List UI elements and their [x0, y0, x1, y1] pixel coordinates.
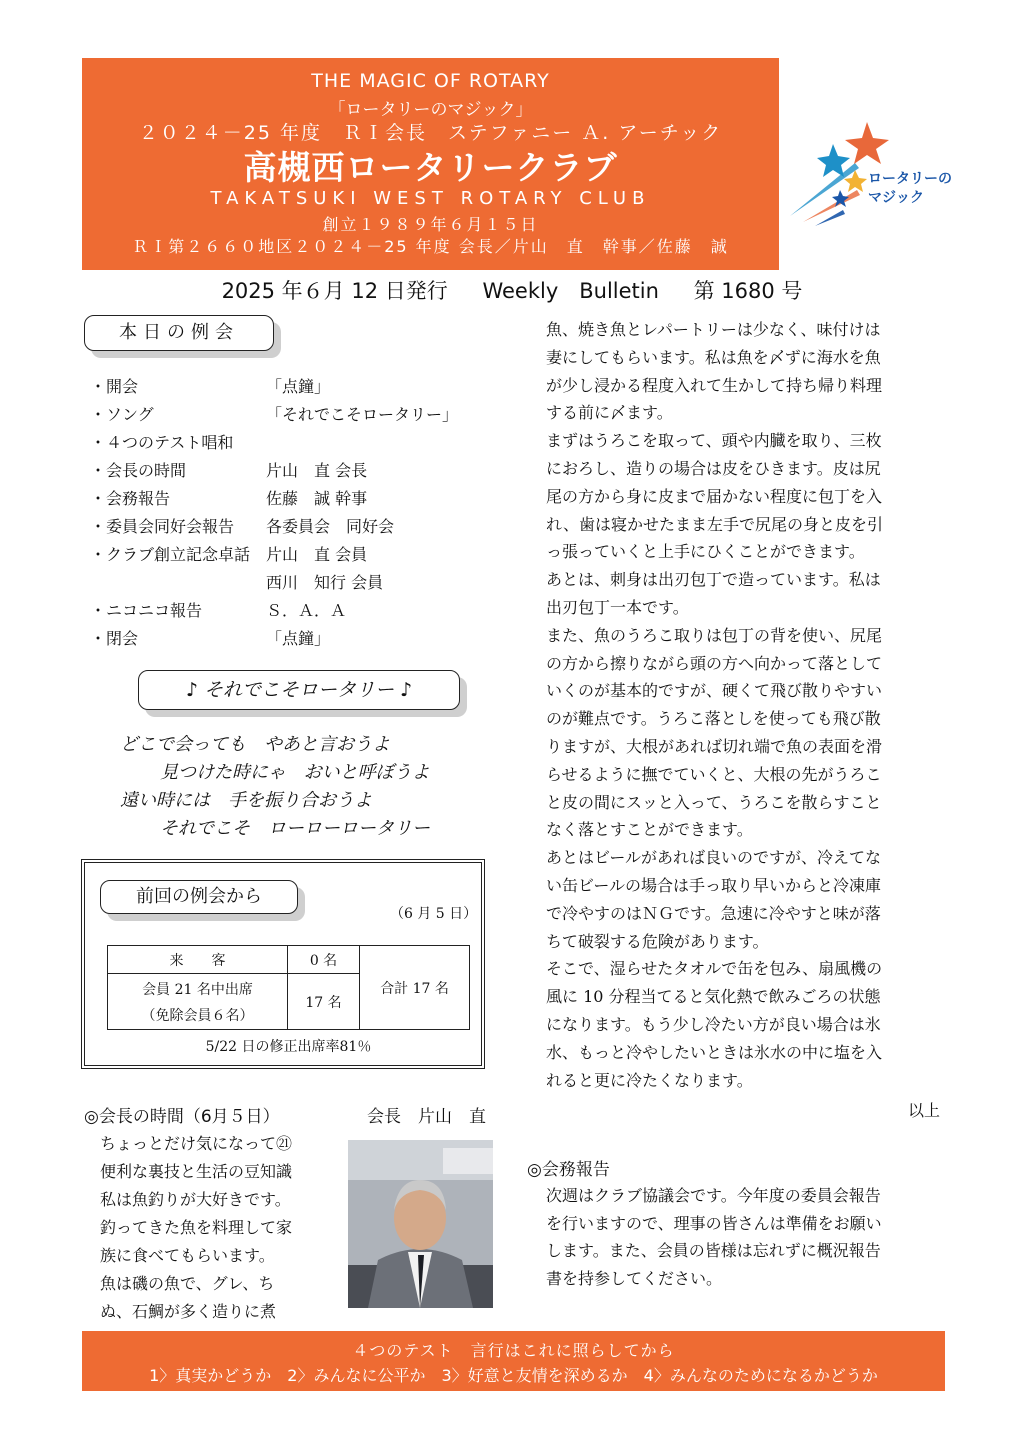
attendance-note: 5/22 日の修正出席率81％ — [205, 1039, 372, 1055]
issue-number: 第 1680 号 — [693, 279, 803, 303]
district-officers: ＲＩ第２６６０地区２０２４－25 年度 会長／片山 直 幹事／佐藤 誠 — [132, 237, 729, 256]
president-photo — [348, 1140, 493, 1308]
club-name-en: TAKATSUKI WEST ROTARY CLUB — [210, 188, 651, 209]
members-label: 会員 21 名中出席 （免除会員６名） — [108, 974, 288, 1030]
song-line: 見つけた時にゃ おいと呼ぼうよ — [160, 762, 430, 783]
theme-title-jp: 「ロータリーのマジック」 — [328, 100, 533, 120]
today-meeting-title: 本日の例会 — [84, 315, 274, 351]
guests-label: 来 客 — [108, 946, 288, 974]
four-way-test-title: ４つのテスト 言行はこれに照らしてから — [352, 1341, 675, 1360]
bulletin-name: Weekly Bulletin — [482, 279, 659, 303]
guests-value: 0 名 — [288, 946, 360, 974]
members-value: 17 名 — [288, 974, 360, 1030]
previous-meeting-title: 前回の例会から — [100, 880, 298, 914]
club-name: 高槻西ロータリークラブ — [243, 148, 618, 187]
founded-date: 創立１９８９年６月１５日 — [322, 215, 539, 234]
president-time-heading: ◎会長の時間（6月５日） — [84, 1107, 280, 1127]
end-mark: 以上 — [908, 1101, 941, 1120]
attendance-total: 合計 17 名 — [360, 946, 470, 1030]
song-line: それでこそ ローローロータリー — [160, 818, 430, 839]
ri-president-line: ２０２４－25 年度 ＲＩ会長 ステファニー Ａ. アーチック — [138, 122, 723, 144]
attendance-table — [107, 945, 470, 1030]
header-banner — [82, 58, 779, 270]
issue-date: 2025 年６月 12 日発行 — [221, 279, 448, 303]
president-name: 会長 片山 直 — [367, 1107, 486, 1127]
previous-meeting-date: （6 月 5 日） — [390, 906, 478, 922]
president-text-right: 魚、焼き魚とレパートリーは少なく、味付けは 妻にしてもらいます。私は魚を〆ずに海水を魚 が少し浸かる程度入れて生かして持ち帰り料理 する前に〆ます。 まずはうろこを取って、頭や内臓を取り、三枚 におろし、造りの場合は皮をひきます。皮は尻 尾の方から身に皮まで届かない程度に包丁を入 れ、歯は寝かせたまま左手で尻尾の身と皮を引 っ張っていくと上手にひくことができます。 あとは、刺身は出刃包丁で造っています。私は 出刃包丁一本です。 また、魚のうろこ取りは包丁の背を使い、尻尾 の方から擦りながら頭の方へ向かって落として いくのが基本的ですが、硬くて飛び散りやすい のが難点です。うろこ落としを使っても飛び散 りますが、大根があれば切れ端で魚の表面を滑 らせるように撫でていくと、大根の先がうろこ と皮の間にスッと入って、うろこを散らすこと なく落とすことができます。 あとはビールがあれば良いのですが、冷えてな い缶ビールの場合は手っ取り早いからと冷凍庫 で冷やすのはＮＧです。急速に冷やすと味が落 ちて破裂する危険があります。 そこで、湿らせたタオルで缶を包み、扇風機の 風に 10 分程当てると気化熱で飲みごろの状態 になります。もう少し冷たい方が良い場合は氷 水、もっと冷やしたいときは氷水の中に塩を入 れると更に冷たくなります。 — [546, 320, 883, 1090]
theme-title-en: THE MAGIC OF ROTARY — [311, 70, 550, 92]
logo-text: ロータリーの マジック — [868, 171, 952, 206]
song-line: どこで会っても やあと言おうよ — [120, 734, 390, 755]
business-report-heading: ◎会務報告 — [527, 1160, 610, 1180]
business-report-text: 次週はクラブ協議会です。今年度の委員会報告 を行いますので、理事の皆さんは準備をお願い します。また、会員の皆様は忘れずに概況報告 書を持参してください。 — [546, 1186, 882, 1288]
song-title: ♪ それでこそロータリー ♪ — [138, 670, 460, 710]
four-way-test-footer — [82, 1331, 945, 1391]
issue-line — [82, 275, 942, 305]
four-way-test-items: 1〉真実かどうか 2〉みんなに公平か 3〉好意と友情を深めるか 4〉みんなのためになるかどうか — [149, 1366, 878, 1385]
president-text-left: ちょっとだけ気になって㉑ 便利な裏技と生活の豆知識 私は魚釣りが大好きです。 釣ってきた魚を料理して家 族に食べてもらいます。 魚は磯の魚で、グレ、ち ぬ、石鯛が多く造りに煮 — [100, 1134, 293, 1321]
song-line: 遠い時には 手を振り合おうよ — [120, 790, 372, 811]
